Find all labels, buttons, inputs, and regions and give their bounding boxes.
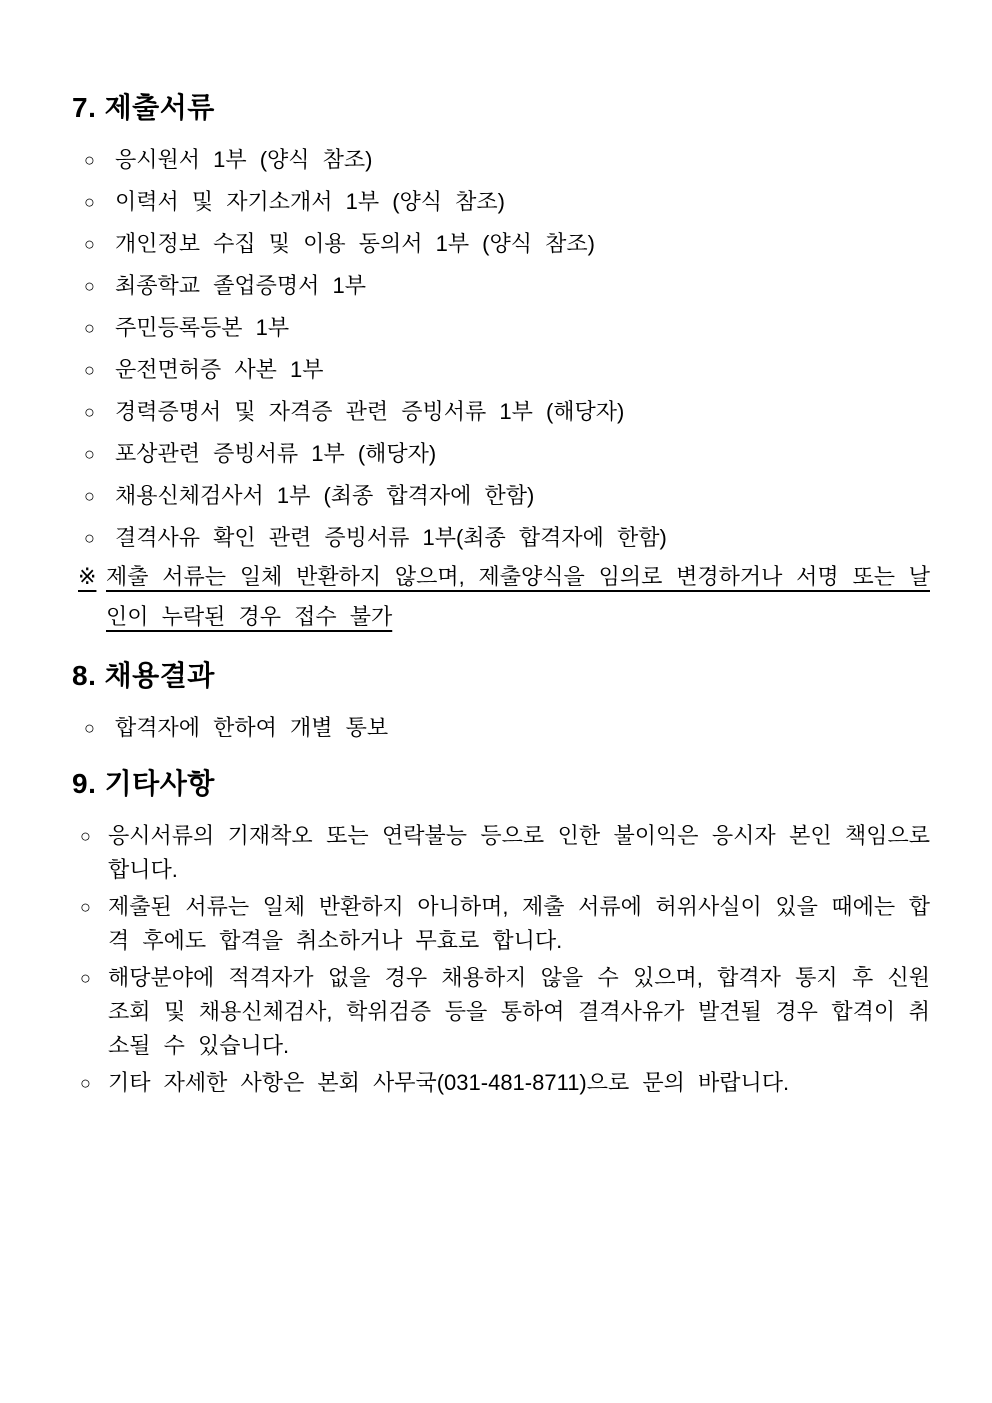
- list-item-text: 운전면허증 사본 1부: [115, 357, 324, 382]
- circle-bullet-icon: ○: [84, 360, 95, 380]
- list-item-text: 이력서 및 자기소개서 1부 (양식 참조): [115, 189, 505, 214]
- list-item-text: 응시서류의 기재착오 또는 연락불능 등으로 인한 불이익은 응시자 본인 책임으로 합니다.: [108, 823, 930, 882]
- list-item: [84, 143, 930, 177]
- list-item: [84, 353, 930, 387]
- circle-bullet-icon: ○: [80, 826, 91, 846]
- circle-bullet-icon: ○: [84, 234, 95, 254]
- list-item-text: 개인정보 수집 및 이용 동의서 1부 (양식 참조): [115, 231, 595, 256]
- list-item-text: 기타 자세한 사항은 본회 사무국(031-481-8711)으로 문의 바랍니다.: [108, 1070, 790, 1095]
- note-text: 제출 서류는 일체 반환하지 않으며, 제출양식을 임의로 변경하거나 서명 또는 날인이 누락된 경우 접수 불가: [106, 564, 930, 629]
- list-item-text: 포상관련 증빙서류 1부 (해당자): [115, 441, 437, 466]
- list-item-text: 경력증명서 및 자격증 관련 증빙서류 1부 (해당자): [115, 399, 625, 424]
- circle-bullet-icon: ○: [80, 1073, 91, 1093]
- list-item: [80, 819, 930, 887]
- list-item: [84, 185, 930, 219]
- list-item: [84, 311, 930, 345]
- circle-bullet-icon: ○: [84, 718, 95, 738]
- list-item-text: 합격자에 한하여 개별 통보: [115, 715, 389, 740]
- list-item: [80, 1066, 930, 1100]
- list-item-text: 제출된 서류는 일체 반환하지 아니하며, 제출 서류에 허위사실이 있을 때에는 합격 후에도 합격을 취소하거나 무효로 합니다.: [108, 894, 930, 953]
- circle-bullet-icon: ○: [84, 150, 95, 170]
- submission-caution-note: [78, 557, 930, 637]
- submission-documents-list: [72, 143, 930, 555]
- list-item: [84, 437, 930, 471]
- reference-mark-icon: ※: [78, 564, 97, 589]
- list-item: [84, 479, 930, 513]
- list-item-text: 결격사유 확인 관련 증빙서류 1부(최종 합격자에 한함): [115, 525, 667, 550]
- circle-bullet-icon: ○: [80, 897, 91, 917]
- list-item-text: 응시원서 1부 (양식 참조): [115, 147, 373, 172]
- circle-bullet-icon: ○: [84, 318, 95, 338]
- list-item: [84, 711, 930, 745]
- section-title-other-notes: 9. 기타사항: [72, 768, 215, 799]
- circle-bullet-icon: ○: [84, 276, 95, 296]
- list-item-text: 최종학교 졸업증명서 1부: [115, 273, 366, 298]
- list-item: [80, 890, 930, 958]
- circle-bullet-icon: ○: [84, 192, 95, 212]
- list-item-text: 채용신체검사서 1부 (최종 합격자에 한함): [115, 483, 535, 508]
- circle-bullet-icon: ○: [84, 444, 95, 464]
- section-title-submission-documents: 7. 제출서류: [72, 92, 215, 123]
- list-item: [84, 269, 930, 303]
- list-item-text: 주민등록등본 1부: [115, 315, 290, 340]
- section-submission-documents: [72, 93, 930, 637]
- circle-bullet-icon: ○: [84, 486, 95, 506]
- list-item: [84, 227, 930, 261]
- section-other-notes: [72, 769, 930, 1100]
- section-title-hiring-result: 8. 채용결과: [72, 660, 215, 691]
- circle-bullet-icon: ○: [84, 528, 95, 548]
- list-item: [84, 395, 930, 429]
- other-notes-list: [72, 819, 930, 1100]
- section-hiring-result: [72, 661, 930, 745]
- list-item: [80, 961, 930, 1063]
- circle-bullet-icon: ○: [80, 968, 91, 988]
- list-item-text: 해당분야에 적격자가 없을 경우 채용하지 않을 수 있으며, 합격자 통지 후 신원조회 및 채용신체검사, 학위검증 등을 통하여 결격사유가 발견될 경우 합격이 취소될 수 있습니다.: [108, 965, 930, 1058]
- circle-bullet-icon: ○: [84, 402, 95, 422]
- hiring-result-list: [72, 711, 930, 745]
- list-item: [84, 521, 930, 555]
